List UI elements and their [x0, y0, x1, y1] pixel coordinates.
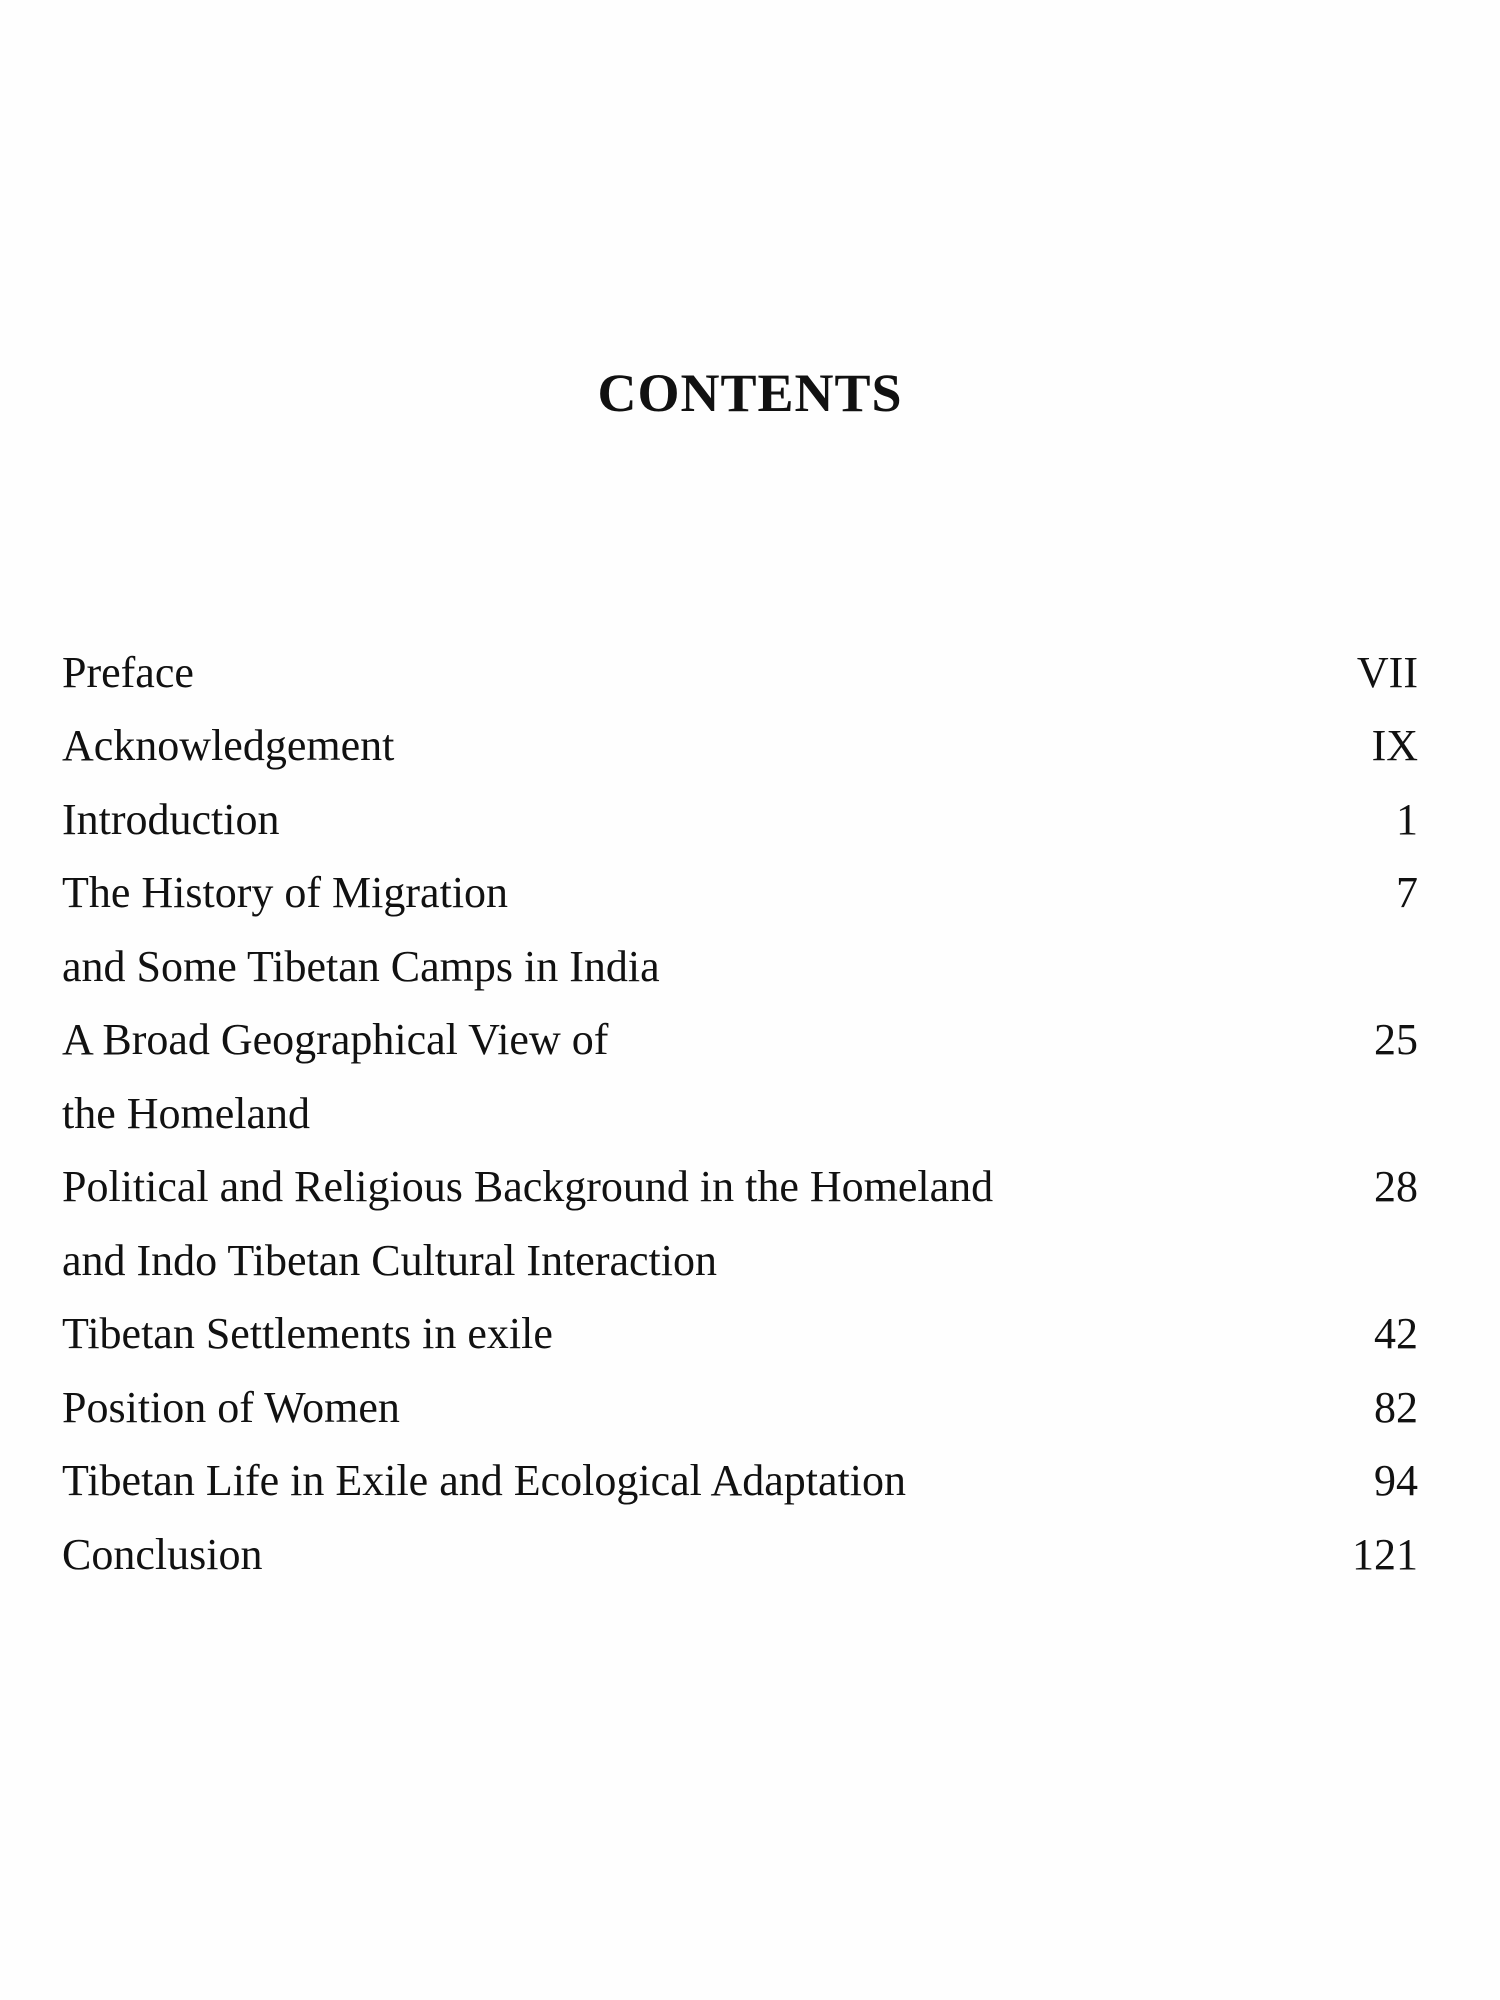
- toc-entry-page: 25: [1374, 1015, 1418, 1065]
- toc-entry-title: A Broad Geographical View of: [62, 1015, 609, 1065]
- toc-entry-page: IX: [1371, 721, 1418, 771]
- toc-entry-political-religious-background: [62, 1151, 1418, 1225]
- toc-entry-acknowledgement: [62, 710, 1418, 784]
- toc-entry-page: 42: [1374, 1309, 1418, 1359]
- table-of-contents: [62, 636, 1418, 1592]
- toc-entry-page: 94: [1374, 1456, 1418, 1506]
- toc-entry-title: Tibetan Life in Exile and Ecological Adaptation: [62, 1456, 906, 1506]
- toc-entry-title: The History of Migration: [62, 868, 509, 918]
- toc-entry-title: Introduction: [62, 794, 280, 844]
- toc-entry-title: Preface: [62, 647, 194, 697]
- toc-entry-title-continued: the Homeland: [62, 1088, 311, 1138]
- toc-entry-title: Acknowledgement: [62, 721, 395, 771]
- page-title: CONTENTS: [597, 363, 903, 423]
- toc-entry-title-continued: and Some Tibetan Camps in India: [62, 941, 660, 991]
- toc-entry-title: Position of Women: [62, 1382, 400, 1432]
- toc-entry-political-religious-background-continued: [62, 1224, 1418, 1298]
- toc-entry-page: 28: [1374, 1162, 1418, 1212]
- toc-entry-introduction: [62, 783, 1418, 857]
- toc-entry-title: Political and Religious Background in the Homeland: [62, 1162, 994, 1212]
- toc-entry-page: 121: [1352, 1529, 1418, 1579]
- toc-entry-page: 7: [1396, 868, 1418, 918]
- toc-entry-page: VII: [1356, 647, 1418, 697]
- toc-entry-ecological-adaptation: [62, 1445, 1418, 1519]
- toc-entry-title: Tibetan Settlements in exile: [62, 1309, 553, 1359]
- toc-entry-tibetan-settlements: [62, 1298, 1418, 1372]
- toc-entry-preface: [62, 636, 1418, 710]
- toc-entry-history-of-migration-continued: [62, 930, 1418, 1004]
- toc-entry-page: 82: [1374, 1382, 1418, 1432]
- toc-entry-conclusion: [62, 1518, 1418, 1592]
- toc-entry-geographical-view-continued: [62, 1077, 1418, 1151]
- toc-entry-title: Conclusion: [62, 1529, 263, 1579]
- toc-entry-geographical-view: [62, 1004, 1418, 1078]
- toc-entry-title-continued: and Indo Tibetan Cultural Interaction: [62, 1235, 717, 1285]
- toc-entry-position-of-women: [62, 1371, 1418, 1445]
- toc-entry-history-of-migration: [62, 857, 1418, 931]
- toc-entry-page: 1: [1396, 794, 1418, 844]
